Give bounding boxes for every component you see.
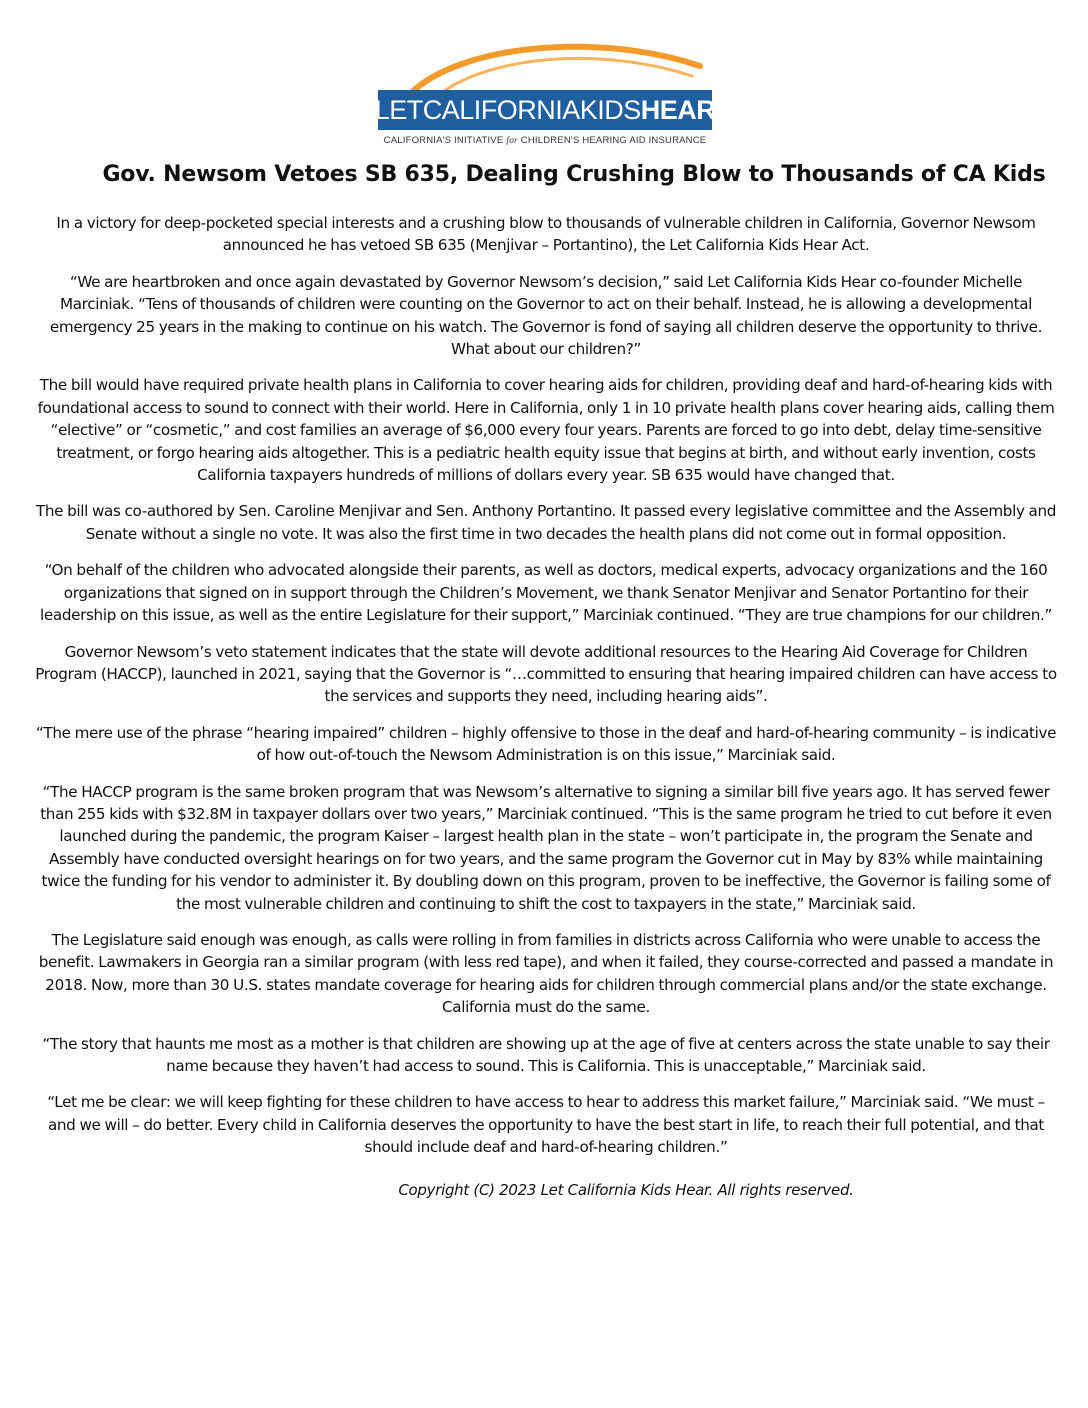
logo-tagline-part-1: CALIFORNIA'S INITIATIVE (383, 135, 504, 146)
logo-tagline (370, 135, 720, 146)
paragraph: In a victory for deep-pocketed special interests and a crushing blow to thousands of vulnerable children in California, Governor Newsom announced he has vetoed SB 635 (Menjivar – Portantino), the Let California Kids Hear Act. (56, 214, 1036, 255)
paragraph: The bill was co-authored by Sen. Caroline Menjivar and Sen. Anthony Portantino. It passed every legislative committee and the Assembly and Senate without a single no vote. It was also the first time in two decades the health plans did not come out in formal opposition. (35, 502, 1057, 543)
logo-word-california: CALIFORNIA (422, 94, 580, 125)
logo-word-hear: HEAR (640, 94, 716, 125)
logo-word-let: LET (374, 94, 423, 125)
logo-tagline-for: for (506, 136, 518, 146)
let-california-kids-hear-logo (370, 36, 720, 146)
paragraph: “Let me be clear: we will keep fighting for these children to have access to hear to address this market failure,” Marciniak said. “We must – and we will – do better. Every child in California deserves the opportunity to have the best start in life, to reach their full potential, and that should include deaf and hard-of-hearing children.” (47, 1093, 1045, 1157)
copyright-notice: Copyright (C) 2023 Let California Kids Hear. All rights reserved. (398, 1180, 854, 1199)
logo-arc-icon (370, 36, 720, 96)
paragraph: “The story that haunts me most as a mother is that children are showing up at the age of five at centers across the state unable to say their name because they haven’t had access to sound. This is California. This is unacceptable,” Marciniak said. (42, 1034, 1050, 1075)
headline: Gov. Newsom Vetoes SB 635, Dealing Crushing Blow to Thousands of CA Kids (102, 162, 1046, 187)
paragraph: Governor Newsom’s veto statement indicates that the state will devote additional resources to the Hearing Aid Coverage for Children Program (HACCP), launched in 2021, saying that the Governor is “…committed to ensuring that hearing impaired children can have access to the services and supports they need, including hearing aids”. (35, 642, 1057, 706)
article-body (34, 212, 1058, 1199)
paragraph: “We are heartbroken and once again devastated by Governor Newsom’s decision,” said Let California Kids Hear co-founder Michelle Marciniak. “Tens of thousands of children were counting on the Governor to act on their behalf. Instead, he is allowing a developmental emergency 25 years in the making to continue on his watch. The Governor is fond of saying all children deserve the opportunity to thrive. What about our children?” (49, 272, 1043, 359)
paragraph: “The HACCP program is the same broken program that was Newsom’s alternative to signing a similar bill five years ago. It has served fewer than 255 kids with $32.8M in taxpayer dollars over two years,” Marciniak continued. “This is the same program he tried to cut before it even launched during the pandemic, the program Kaiser – largest health plan in the state – won’t participate in, the program the Senate and Assembly have conducted oversight hearings on for two years, and the same program the Governor cut in May by 83% while maintaining twice the funding for his vendor to administer it. By doubling down on this program, proven to be ineffective, the Governor is failing some of the most vulnerable children and continuing to shift the cost to taxpayers in the state,” Marciniak said. (40, 782, 1052, 913)
logo-word-kids: KIDS (579, 94, 641, 125)
paragraph: “On behalf of the children who advocated alongside their parents, as well as doctors, medical experts, advocacy organizations and the 160 organizations that signed on in support through the Children’s Movement, we thank Senator Menjivar and Senator Portantino for their leadership on this issue, as well as the entire Legislature for their support,” Marciniak continued. “They are true champions for our children.” (40, 561, 1052, 625)
logo-wordmark-box (374, 90, 716, 130)
logo-tagline-part-2: CHILDREN'S HEARING AID INSURANCE (520, 135, 707, 146)
paragraph: The Legislature said enough was enough, as calls were rolling in from families in districts across California who were unable to access the benefit. Lawmakers in Georgia ran a similar program (with less red tape), and when it failed, they course-corrected and passed a mandate in 2018. Now, more than 30 U.S. states mandate coverage for hearing aids for children through commercial plans and/or the state exchange. California must do the same. (38, 930, 1054, 1017)
paragraph: “The mere use of the phrase “hearing impaired” children – highly offensive to those in the deaf and hard-of-hearing community – is indicative of how out-of-touch the Newsom Administration is on this issue,” Marciniak said. (35, 723, 1057, 765)
paragraph: The bill would have required private health plans in California to cover hearing aids for children, providing deaf and hard-of-hearing kids with foundational access to sound to connect with their world. Here in California, only 1 in 10 private health plans cover hearing aids, calling them “elective” or “cosmetic,” and cost families an average of $6,000 every four years. Parents are forced to go into debt, delay time-sensitive treatment, or forgo hearing aids altogether. This is a pediatric health equity issue that begins at birth, and without early invention, costs California taxpayers hundreds of millions of dollars every year. SB 635 would have changed that. (37, 376, 1055, 485)
logo-wordmark (375, 95, 716, 126)
